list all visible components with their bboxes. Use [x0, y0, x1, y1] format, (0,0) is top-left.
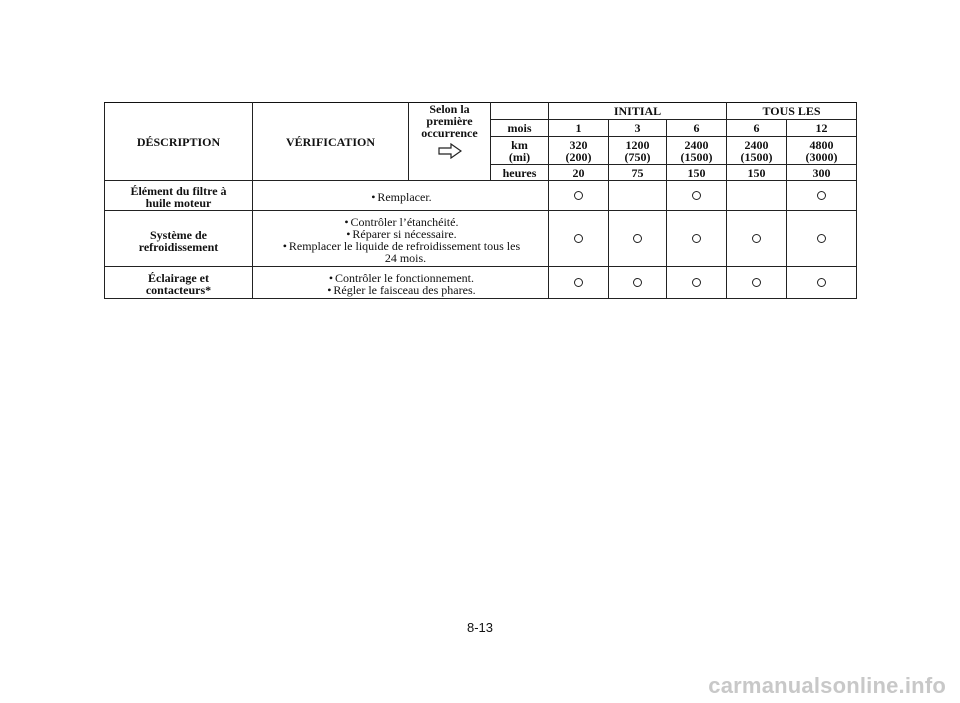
- check-text: Réparer si nécessaire.: [352, 226, 457, 241]
- item-label: Système de refroidissement: [138, 227, 219, 254]
- km-3: 2400 (1500): [727, 137, 787, 165]
- mark-cell: [787, 181, 857, 211]
- check-cell: [253, 181, 549, 211]
- circle-mark-icon: [574, 278, 583, 287]
- hours-1: 75: [609, 165, 667, 181]
- circle-mark-icon: [633, 278, 642, 287]
- check-cell: [253, 267, 549, 299]
- circle-mark-icon: [574, 234, 583, 243]
- table-row: [105, 181, 857, 211]
- unit-km: km (mi): [491, 137, 549, 165]
- circle-mark-icon: [752, 278, 761, 287]
- maintenance-table: [104, 102, 857, 299]
- km-4: 4800 (3000): [787, 137, 857, 165]
- item-label: Éclairage et contacteurs*: [145, 270, 212, 297]
- check-line: • Contrôler le fonctionnement.: [328, 270, 474, 285]
- item-cell: [105, 181, 253, 211]
- km-1: 1200 (750): [609, 137, 667, 165]
- check-line: • Régler le faisceau des phares.: [327, 282, 476, 297]
- mark-cell: [667, 181, 727, 211]
- page-number: 8-13: [466, 620, 494, 635]
- mark-cell: [727, 267, 787, 299]
- unit-hours: heures: [491, 165, 549, 181]
- table-row: [105, 211, 857, 267]
- header-blank: [491, 103, 549, 120]
- check-line: • Réparer si nécessaire.: [346, 226, 457, 241]
- table-row: [105, 267, 857, 299]
- header-every: TOUS LES: [727, 103, 857, 120]
- km-2: 2400 (1500): [667, 137, 727, 165]
- check-text: Contrôler le fonctionnement.: [335, 270, 474, 285]
- circle-mark-icon: [692, 234, 701, 243]
- months-4: 12: [787, 120, 857, 137]
- mark-cell: [787, 211, 857, 267]
- circle-mark-icon: [817, 191, 826, 200]
- months-3: 6: [727, 120, 787, 137]
- check-text: Remplacer.: [377, 189, 432, 204]
- hours-3: 150: [727, 165, 787, 181]
- circle-mark-icon: [752, 234, 761, 243]
- header-verification: VÉRIFICATION: [253, 103, 409, 181]
- check-text: Régler le faisceau des phares.: [333, 282, 476, 297]
- check-cell: [253, 211, 549, 267]
- item-cell: [105, 267, 253, 299]
- check-line: • Remplacer le liquide de refroidissement tous les: [282, 238, 521, 253]
- header-first-occurrence: [409, 103, 491, 165]
- circle-mark-icon: [817, 234, 826, 243]
- km-0: 320 (200): [549, 137, 609, 165]
- months-0: 1: [549, 120, 609, 137]
- item-cell: [105, 211, 253, 267]
- watermark-logo: carmanualsonline.info: [708, 673, 946, 698]
- right-arrow-outline-icon: [438, 143, 462, 159]
- months-2: 6: [667, 120, 727, 137]
- mark-cell: [609, 267, 667, 299]
- header-blank-2: [409, 165, 491, 181]
- item-label: Élément du filtre à huile moteur: [130, 183, 227, 210]
- mark-cell: [609, 181, 667, 211]
- mark-cell: [609, 211, 667, 267]
- hours-2: 150: [667, 165, 727, 181]
- mark-cell: [727, 181, 787, 211]
- circle-mark-icon: [574, 191, 583, 200]
- hours-0: 20: [549, 165, 609, 181]
- circle-mark-icon: [817, 278, 826, 287]
- mark-cell: [549, 267, 609, 299]
- circle-mark-icon: [633, 234, 642, 243]
- check-continuation: 24 mois.: [384, 250, 427, 265]
- months-1: 3: [609, 120, 667, 137]
- mark-cell: [667, 267, 727, 299]
- mark-cell: [549, 211, 609, 267]
- mark-cell: [667, 211, 727, 267]
- first-occurrence-label: Selon la première occurrence: [421, 102, 478, 140]
- circle-mark-icon: [692, 278, 701, 287]
- check-line: • Remplacer.: [371, 189, 432, 204]
- hours-4: 300: [787, 165, 857, 181]
- check-text: Remplacer le liquide de refroidissement tous les: [288, 238, 521, 253]
- check-text: Contrôler l’étanchéité.: [350, 214, 459, 229]
- circle-mark-icon: [692, 191, 701, 200]
- mark-cell: [549, 181, 609, 211]
- unit-months: mois: [491, 120, 549, 137]
- check-line: • Contrôler l’étanchéité.: [344, 214, 459, 229]
- mark-cell: [787, 267, 857, 299]
- header-initial: INITIAL: [549, 103, 727, 120]
- mark-cell: [727, 211, 787, 267]
- header-description: DÉSCRIPTION: [105, 103, 253, 181]
